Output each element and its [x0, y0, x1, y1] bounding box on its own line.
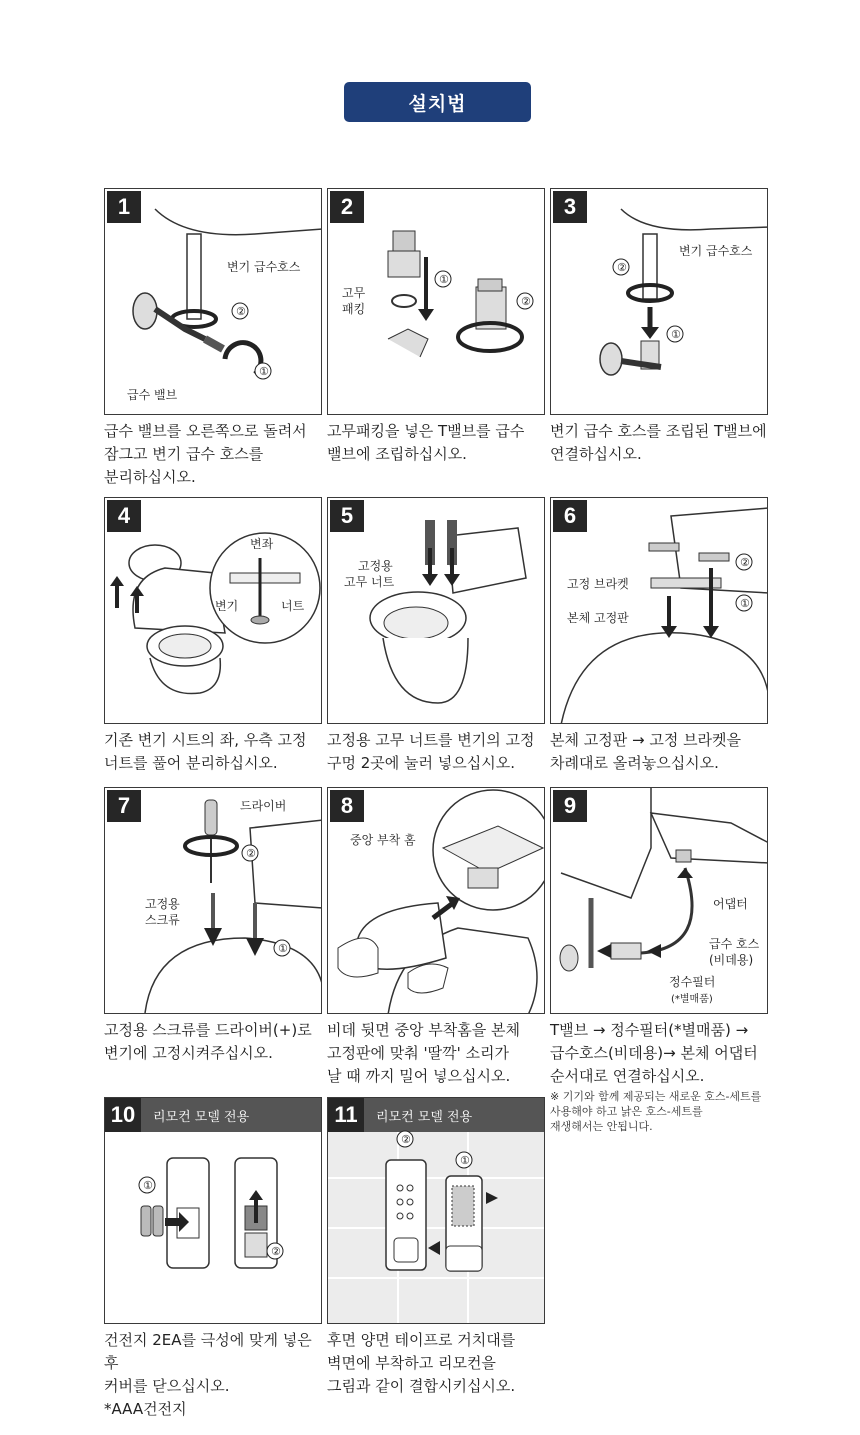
- step-4-label-nut: 너트: [281, 599, 305, 613]
- step-1-illustration: [104, 188, 322, 415]
- step-3-label-hose: 변기 급수호스: [679, 244, 753, 258]
- step-3-illustration: [550, 188, 768, 415]
- step-9-illustration: [550, 787, 768, 1014]
- step-2-label-rubber: 고무: [342, 286, 366, 300]
- step-2-illustration: [327, 188, 545, 415]
- step-1-marker-2: ②: [236, 305, 246, 318]
- step-7-marker-1: ①: [278, 942, 288, 955]
- step-5-caption: 고정용 고무 너트를 변기의 고정 구멍 2곳에 눌러 넣으십시오.: [327, 731, 535, 772]
- step-10-band-label: 리모컨 모델 전용: [153, 1109, 250, 1125]
- step-4-label-toilet: 변기: [215, 599, 239, 613]
- step-9-label-hose: 급수 호스: [709, 937, 760, 951]
- step-3-marker-2: ②: [617, 261, 627, 274]
- step-5-number: 5: [330, 500, 364, 532]
- step-9-label-hose-sub: (비데용): [709, 953, 754, 967]
- step-9: [550, 787, 768, 1147]
- step-11-number: 11: [328, 1098, 364, 1132]
- step-6-marker-2: ②: [740, 556, 750, 569]
- step-10-caption: 건전지 2EA를 극성에 맞게 넣은 후 커버를 닫으십시오. *AAA건전지: [104, 1331, 312, 1418]
- step-2-caption: 고무패킹을 넣은 T밸브를 급수 밸브에 조립하십시오.: [327, 422, 525, 463]
- step-7-label-driver: 드라이버: [240, 799, 287, 813]
- step-11-caption: 후면 양면 테이프로 거치대를 벽면에 부착하고 리모컨을 그림과 같이 결합시키십시오.: [327, 1331, 516, 1395]
- step-2-marker-2: ②: [521, 295, 531, 308]
- step-7-number: 7: [107, 790, 141, 822]
- step-9-label-filter: 정수필터: [669, 975, 716, 989]
- step-8-number: 8: [330, 790, 364, 822]
- step-10-marker-1: ①: [143, 1179, 153, 1192]
- step-8-caption: 비데 뒷면 중앙 부착홈을 본체 고정판에 맞춰 '딸깍' 소리가 날 때 까지 밀어 넣으십시오.: [327, 1021, 520, 1085]
- step-11-marker-2: ②: [401, 1133, 411, 1146]
- step-4-number: 4: [107, 500, 141, 532]
- step-3-number: 3: [553, 191, 587, 223]
- step-10-illustration: [104, 1097, 322, 1324]
- step-7-label-screw: 스크류: [145, 913, 180, 927]
- step-7-label-fixing: 고정용: [145, 897, 180, 911]
- step-1-label-hose: 변기 급수호스: [227, 260, 301, 274]
- step-8: [327, 787, 545, 1097]
- step-9-note: ※ 기기와 함께 제공되는 새로운 호스-세트를 사용해야 하고 낡은 호스-세트를 재생해서는 안됩니다.: [550, 1090, 762, 1133]
- step-9-label-filter-sub: (*별매품): [671, 994, 713, 1005]
- step-5-illustration: [327, 497, 545, 724]
- step-1-caption: 급수 밸브를 오른쪽으로 돌려서 잠그고 변기 급수 호스를 분리하십시오.: [104, 422, 307, 486]
- step-4: [104, 497, 322, 787]
- step-10-drawing: [105, 1098, 322, 1324]
- step-6-label-bracket: 고정 브라켓: [567, 577, 629, 591]
- step-10-number: 10: [105, 1098, 141, 1132]
- step-3-marker-1: ①: [671, 328, 681, 341]
- step-2-number: 2: [330, 191, 364, 223]
- step-11-drawing: [328, 1098, 545, 1324]
- step-6-label-plate: 본체 고정판: [567, 611, 629, 625]
- step-4-caption: 기존 변기 시트의 좌, 우측 고정 너트를 풀어 분리하십시오.: [104, 731, 307, 772]
- step-6-marker-1: ①: [740, 597, 750, 610]
- step-11-marker-1: ①: [460, 1154, 470, 1167]
- step-4-label-seat: 변좌: [250, 537, 274, 551]
- step-9-caption: T밸브 → 정수필터(*별매품) → 급수호스(비데용)→ 본체 어댑터 순서대로 연결하십시오.: [550, 1021, 758, 1085]
- step-10-marker-2: ②: [271, 1245, 281, 1258]
- step-7-marker-2: ②: [246, 847, 256, 860]
- step-11-band-label: 리모컨 모델 전용: [376, 1109, 473, 1125]
- page-title: 설치법: [344, 82, 531, 122]
- step-3-caption: 변기 급수 호스를 조립된 T밸브에 연결하십시오.: [550, 422, 767, 463]
- step-7: [104, 787, 322, 1087]
- step-1-label-valve: 급수 밸브: [127, 388, 178, 402]
- step-5: [327, 497, 545, 787]
- step-5-label-fixing: 고정용: [358, 559, 393, 573]
- step-4-illustration: [104, 497, 322, 724]
- step-9-label-adapter: 어댑터: [713, 897, 748, 911]
- step-6-caption: 본체 고정판 → 고정 브라켓을 차례대로 올려놓으십시오.: [550, 731, 742, 772]
- step-7-caption: 고정용 스크류를 드라이버(+)로 변기에 고정시켜주십시오.: [104, 1021, 312, 1062]
- step-2-marker-1: ①: [439, 273, 449, 286]
- step-3: [550, 188, 768, 488]
- step-2: [327, 188, 545, 488]
- step-11: [327, 1097, 545, 1397]
- step-10: [104, 1097, 322, 1418]
- step-8-label-groove: 중앙 부착 홈: [350, 833, 416, 847]
- step-6-number: 6: [553, 500, 587, 532]
- step-5-label-rubber-nut: 고무 너트: [344, 575, 395, 589]
- step-6-illustration: [550, 497, 768, 724]
- step-2-label-packing: 패킹: [342, 302, 366, 316]
- step-6: [550, 497, 768, 787]
- step-11-illustration: [327, 1097, 545, 1324]
- step-1-number: 1: [107, 191, 141, 223]
- step-7-illustration: [104, 787, 322, 1014]
- step-1-marker-1: ①: [259, 365, 269, 378]
- step-9-number: 9: [553, 790, 587, 822]
- step-1: [104, 188, 322, 488]
- step-8-illustration: [327, 787, 545, 1014]
